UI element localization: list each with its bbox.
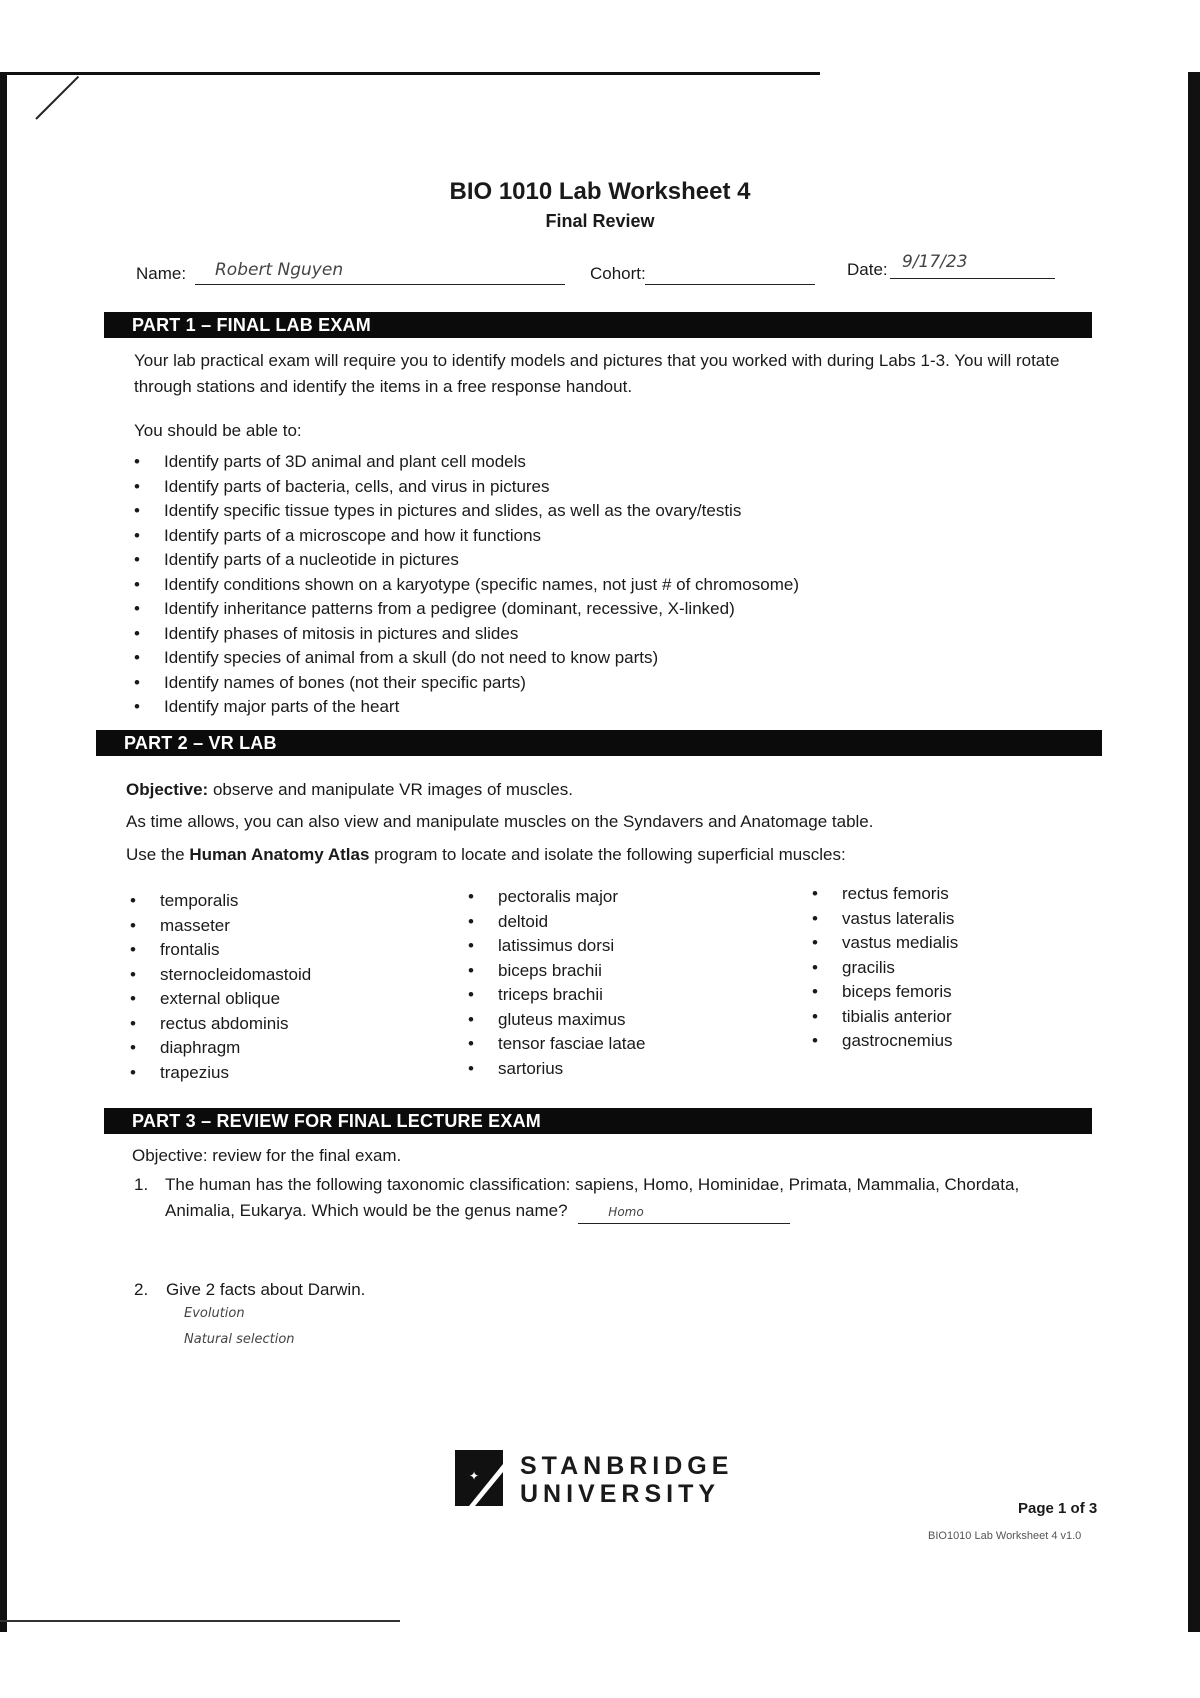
part3-heading: PART 3 – REVIEW FOR FINAL LECTURE EXAM bbox=[132, 1110, 541, 1131]
muscle-item: • sartorius bbox=[468, 1057, 768, 1082]
scan-edge-bottom bbox=[0, 1620, 400, 1622]
muscle-item: • gluteus maximus bbox=[468, 1008, 768, 1033]
muscle-item: • vastus medialis bbox=[812, 931, 1112, 956]
name-value: Robert Nguyen bbox=[215, 260, 344, 280]
muscle-item: • deltoid bbox=[468, 910, 768, 935]
question-2-answer-1: Evolution bbox=[184, 1306, 245, 1321]
scan-edge-right bbox=[1188, 72, 1200, 1632]
university-wordmark bbox=[520, 1452, 733, 1508]
muscle-item: • biceps brachii bbox=[468, 959, 768, 984]
stanbridge-logo-icon bbox=[455, 1450, 503, 1506]
part1-intro-line1: Your lab practical exam will require you to identify models and pictures that you worked with during Labs 1-3. You will rotate bbox=[134, 351, 1060, 370]
part1-intro-line2: through stations and identify the items in a free response handout. bbox=[134, 377, 633, 396]
scan-edge-top bbox=[0, 72, 820, 75]
cohort-label: Cohort: bbox=[590, 264, 646, 283]
muscle-item: • temporalis bbox=[130, 889, 430, 914]
part1-heading: PART 1 – FINAL LAB EXAM bbox=[132, 314, 371, 335]
muscle-item: • tibialis anterior bbox=[812, 1005, 1112, 1030]
question-1-line1: The human has the following taxonomic classification: sapiens, Homo, Hominidae, Primata, Mammalia, Chordata, bbox=[165, 1175, 1020, 1194]
list-item: • Identify parts of 3D animal and plant cell models bbox=[134, 450, 1034, 475]
date-label: Date: bbox=[847, 260, 888, 279]
list-item: • Identify conditions shown on a karyotype (specific names, not just # of chromosome) bbox=[134, 573, 1034, 598]
document-id: BIO1010 Lab Worksheet 4 v1.0 bbox=[928, 1530, 1082, 1542]
scan-edge-left bbox=[0, 72, 7, 1632]
part2-line3-bold: Human Anatomy Atlas bbox=[189, 845, 370, 864]
list-item: • Identify specific tissue types in pictures and slides, as well as the ovary/testis bbox=[134, 499, 1034, 524]
muscle-item: • gracilis bbox=[812, 956, 1112, 981]
list-item: • Identify phases of mitosis in pictures and slides bbox=[134, 622, 1034, 647]
question-2: Give 2 facts about Darwin. bbox=[166, 1280, 366, 1299]
muscle-item: • biceps femoris bbox=[812, 980, 1112, 1005]
muscle-column-2 bbox=[468, 885, 768, 1081]
muscle-item: • gastrocnemius bbox=[812, 1029, 1112, 1054]
part2-heading: PART 2 – VR LAB bbox=[124, 732, 277, 753]
muscle-item: • external oblique bbox=[130, 987, 430, 1012]
muscle-item: • trapezius bbox=[130, 1061, 430, 1086]
date-field[interactable] bbox=[890, 252, 1055, 279]
question-1-prompt: Animalia, Eukarya. Which would be the genus name? bbox=[165, 1201, 568, 1220]
list-item: • Identify inheritance patterns from a pedigree (dominant, recessive, X-linked) bbox=[134, 597, 1034, 622]
question-1-answer: Homo bbox=[608, 1205, 644, 1219]
part1-able-to: You should be able to: bbox=[134, 421, 302, 440]
logo-line-1: STANBRIDGE bbox=[520, 1452, 734, 1480]
list-item: • Identify names of bones (not their specific parts) bbox=[134, 671, 1034, 696]
muscle-column-1 bbox=[130, 889, 430, 1085]
muscle-item: • triceps brachii bbox=[468, 983, 768, 1008]
document-subtitle: Final Review bbox=[545, 211, 655, 231]
cohort-field[interactable] bbox=[645, 262, 815, 285]
muscle-item: • vastus lateralis bbox=[812, 907, 1112, 932]
muscle-item: • frontalis bbox=[130, 938, 430, 963]
part2-objective-label: Objective: bbox=[126, 780, 209, 799]
muscle-item: • diaphragm bbox=[130, 1036, 430, 1061]
list-item: • Identify major parts of the heart bbox=[134, 695, 1034, 720]
muscle-item: • masseter bbox=[130, 914, 430, 939]
part2-objective-text: observe and manipulate VR images of muscles. bbox=[212, 780, 573, 799]
part2-line3-post: program to locate and isolate the following superficial muscles: bbox=[369, 845, 846, 864]
question-1-answer-field[interactable] bbox=[578, 1203, 790, 1224]
question-2-answer-2: Natural selection bbox=[184, 1332, 295, 1347]
muscle-item: • pectoralis major bbox=[468, 885, 768, 910]
muscle-item: • tensor fasciae latae bbox=[468, 1032, 768, 1057]
part2-heading-bar bbox=[96, 730, 1102, 756]
part1-list bbox=[134, 450, 1034, 720]
page-number: Page 1 of 3 bbox=[1018, 1500, 1098, 1517]
svg-text:✦: ✦ bbox=[469, 1469, 480, 1483]
muscle-item: • sternocleidomastoid bbox=[130, 963, 430, 988]
part3-heading-bar bbox=[104, 1108, 1092, 1134]
list-item: • Identify species of animal from a skull (do not need to know parts) bbox=[134, 646, 1034, 671]
pen-mark bbox=[35, 76, 79, 120]
name-label: Name: bbox=[136, 264, 187, 283]
part2-line3 bbox=[126, 842, 846, 868]
muscle-item: • rectus femoris bbox=[812, 882, 1112, 907]
question-2-number: 2. bbox=[134, 1280, 149, 1299]
part2-objective bbox=[126, 777, 573, 803]
muscle-item: • rectus abdominis bbox=[130, 1012, 430, 1037]
muscle-column-3 bbox=[812, 882, 1112, 1054]
document-title: BIO 1010 Lab Worksheet 4 bbox=[449, 178, 751, 205]
date-value: 9/17/23 bbox=[902, 252, 968, 272]
part1-heading-bar bbox=[104, 312, 1092, 338]
muscle-item: • latissimus dorsi bbox=[468, 934, 768, 959]
name-field[interactable] bbox=[195, 262, 565, 285]
logo-line-2: UNIVERSITY bbox=[520, 1480, 721, 1508]
question-1 bbox=[165, 1172, 1085, 1224]
list-item: • Identify parts of a microscope and how it functions bbox=[134, 524, 1034, 549]
question-1-number: 1. bbox=[134, 1175, 149, 1194]
question-1-line2 bbox=[165, 1198, 1085, 1224]
part1-intro bbox=[134, 348, 1084, 400]
list-item: • Identify parts of bacteria, cells, and virus in pictures bbox=[134, 475, 1034, 500]
part2-line3-pre: Use the bbox=[126, 845, 190, 864]
part3-objective: Objective: review for the final exam. bbox=[132, 1146, 402, 1165]
part2-line2: As time allows, you can also view and manipulate muscles on the Syndavers and Anatomage table. bbox=[126, 812, 874, 831]
list-item: • Identify parts of a nucleotide in pictures bbox=[134, 548, 1034, 573]
